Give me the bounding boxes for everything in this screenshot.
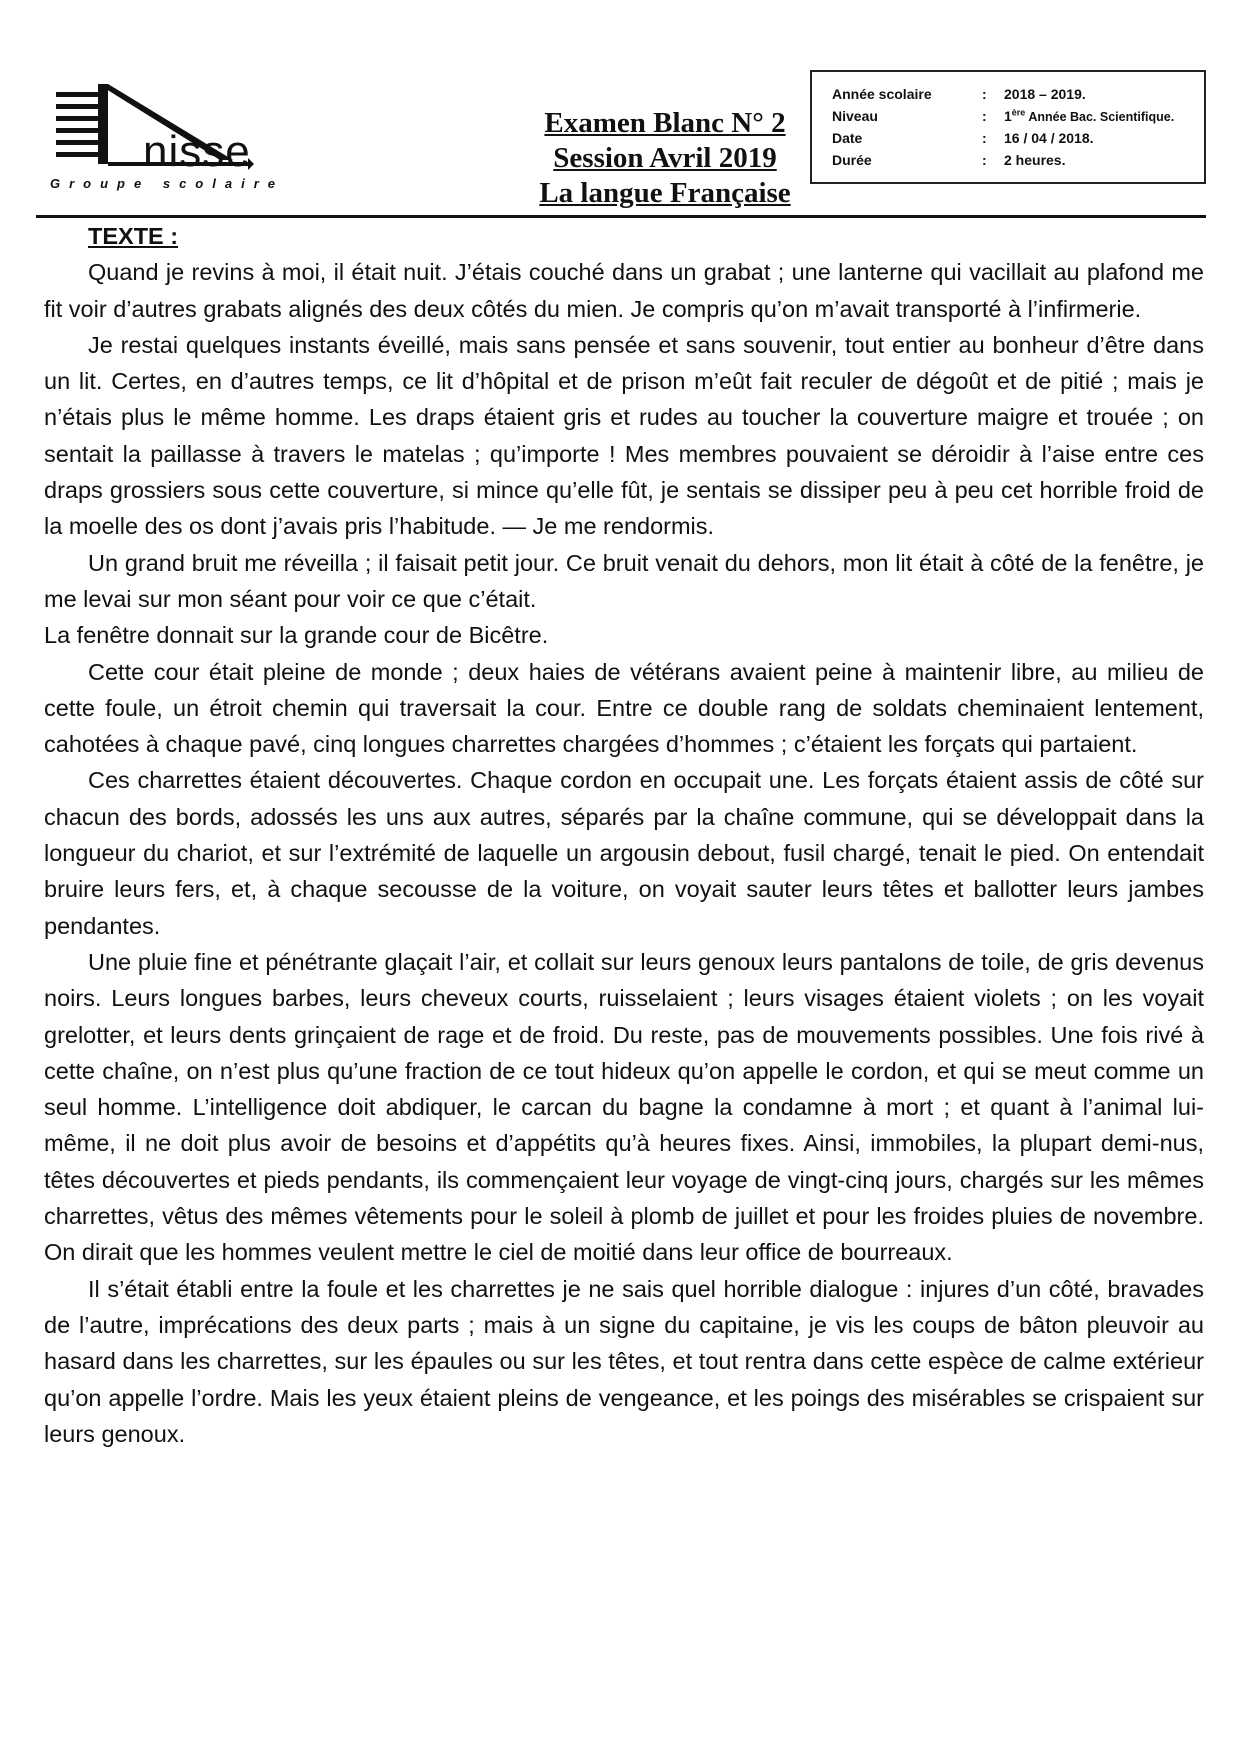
duration-value: 2 heures. [1004, 152, 1066, 168]
level-rest: Année Bac. Scientifique. [1025, 110, 1175, 124]
duration-separator: : [982, 152, 987, 168]
paragraph-3: Un grand bruit me réveilla ; il faisait petit jour. Ce bruit venait du dehors, mon lit était à côté de la fenêtre, je me levai sur mon séant pour voir ce que c’était. [44, 549, 1204, 612]
year-separator: : [982, 86, 987, 102]
level-label: Niveau [832, 108, 878, 124]
date-separator: : [982, 130, 987, 146]
level-separator: : [982, 108, 987, 124]
paragraph-2: Je restai quelques instants éveillé, mais sans pensée et sans souvenir, tout entier au bonheur d’être dans un lit. Certes, en d’autres temps, ce lit d’hôpital et de prison m’eût fait reculer de dégoût et de pitié ; mais je n’étais plus le même homme. Les draps étaient gris et rudes au toucher la couverture maigre et trouée ; on sentait la paillasse à travers le matelas ; qu’importe ! Mes membres pouvaient se déroidir à l’aise entre ces draps grossiers sous cette couverture, si mince qu’elle fût, je sentais se dissiper peu à peu cet horrible froid de la moelle des os dont j’avais pris l’habitude. — Je me rendormis. [44, 331, 1204, 540]
paragraph-8: Il s’était établi entre la foule et les charrettes je ne sais quel horrible dialogue : injures d’un côté, bravades de l’autre, imprécations des deux parts ; mais à un signe du capitaine, je vis les coups de bâton pleuvoir au hasard dans les charrettes, sur les épaules ou sur les têtes, et tout rentra dans cette espèce de calme extérieur qu’on appelle l’ordre. Mais les yeux étaient pleins de vengeance, et les poings des misérables se crispaient sur leurs genoux. [44, 1275, 1204, 1447]
paragraph-4: La fenêtre donnait sur la grande cour de Bicêtre. [44, 622, 549, 649]
text-heading: TEXTE : [88, 223, 179, 249]
paragraph-1: Quand je revins à moi, il était nuit. J’étais couché dans un grabat ; une lanterne qui vacillait au plafond me fit voir d’autres grabats alignés des deux côtés du mien. Je compris qu’on m’avait transporté à l’infirmerie. [44, 259, 1204, 322]
date-label: Date [832, 130, 863, 146]
date-value: 16 / 04 / 2018. [1004, 130, 1094, 146]
level-ordinal: 1 [1004, 108, 1012, 124]
year-label: Année scolaire [832, 86, 932, 102]
school-logo [48, 78, 288, 191]
exam-title-line3: La langue Française [539, 177, 791, 209]
year-value: 2018 – 2019. [1004, 86, 1086, 102]
paragraph-5: Cette cour était pleine de monde ; deux haies de vétérans avaient peine à maintenir libre, au milieu de cette foule, un étroit chemin qui traversait la cour. Entre ce double rang de soldats cheminaient lentement, cahotées à chaque pavé, cinq longues charrettes chargées d’hommes ; c’étaient les forçats qui partaient. [44, 658, 1204, 758]
exam-info-box [810, 70, 1206, 184]
exam-title-line2: Session Avril 2019 [553, 142, 777, 174]
level-ordinal-suffix: ère [1011, 107, 1026, 118]
exam-title [520, 106, 810, 211]
text-body [44, 218, 1204, 1452]
logo-subtitle: Groupe scolaire [50, 176, 284, 191]
exam-title-line1: Examen Blanc N° 2 [544, 107, 786, 139]
logo-wordmark: nisse [143, 127, 251, 176]
duration-label: Durée [832, 152, 872, 168]
paragraph-7: Une pluie fine et pénétrante glaçait l’air, et collait sur leurs genoux leurs pantalons de toile, de gris devenus noirs. Leurs longues barbes, leurs cheveux courts, ruisselaient ; leurs visages étaient violets ; on les voyait grelotter, et leurs dents grinçaient de rage et de froid. Du reste, pas de mouvements possibles. Une fois rivé à cette chaîne, on n’est plus qu’une fraction de ce tout hideux qu’on appelle le cordon, et qui se meut comme un seul homme. L’intelligence doit abdiquer, le carcan du bagne la condamne à mort ; et quant à l’animal lui-même, il ne doit plus avoir de besoins et d’appétits qu’à heures fixes. Ainsi, immobiles, la plupart demi-nus, têtes découvertes et pieds pendants, ils commençaient leur voyage de vingt-cinq jours, chargés sur les mêmes charrettes, vêtus des mêmes vêtements pour le soleil à plomb de juillet et pour les froides pluies de novembre. On dirait que les hommes veulent mettre le ciel de moitié dans leur office de bourreaux. [44, 948, 1204, 1266]
level-value [1004, 108, 1174, 124]
paragraph-6: Ces charrettes étaient découvertes. Chaque cordon en occupait une. Les forçats étaient assis de côté sur chacun des bords, adossés les uns aux autres, séparés par la chaîne commune, qui se développait dans la longueur du chariot, et sur l’extrémité de laquelle un argousin debout, fusil chargé, tenait le pied. On entendait bruire leurs fers, et, à chaque secousse de la voiture, on voyait sauter leurs têtes et ballotter leurs jambes pendantes. [44, 767, 1204, 939]
